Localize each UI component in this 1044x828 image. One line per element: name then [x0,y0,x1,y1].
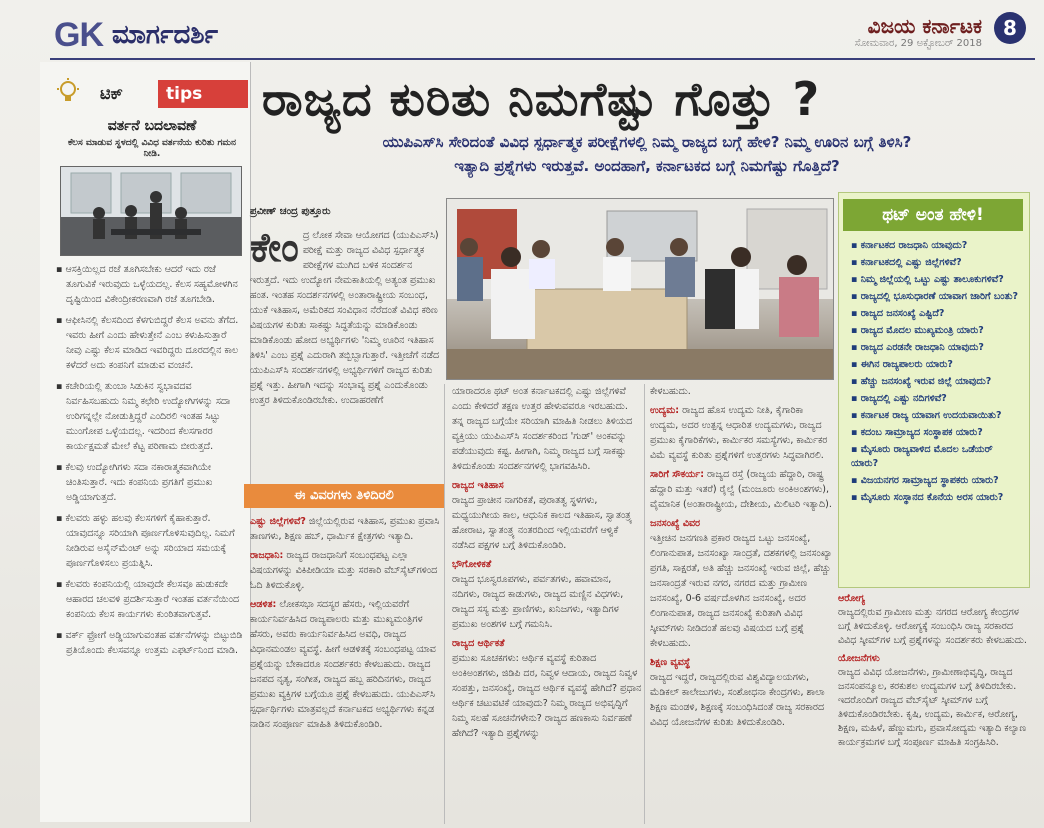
list-item: ಯೋಜನೆಗಳು ರಾಜ್ಯದ ವಿವಿಧ ಯೋಜನೆಗಳು, ಗ್ರಾಮೀಣಾಭಿವೃದ್ಧಿ, ರಾಜ್ಯದ ಜನಸಂಪನ್ಮೂಲ, ಕರಕುಶಲ ಉದ್ಯಮಗಳ ಬಗ್ಗೆ ತಿಳಿದಿರಬೇಕು. ಇದರೊಂದಿಗೆ ರಾಜ್ಯದ ವೆಬ್‌ಸೈಟ್ ಸ್ಕೀಮ್‌ಗಳ ಬಗ್ಗೆ ತಿಳಿದುಕೊಂಡಿರಬೇಕು. ಕೃಷಿ, ಉದ್ಯಮ, ಕಾರ್ಮಿಕ, ಆರೋಗ್ಯ, ಶಿಕ್ಷಣ, ಮಹಿಳೆ, ಹೆಣ್ಣುಮಗು, ಪ್ರವಾಸೋದ್ಯಮ ಇತ್ಯಾದಿ ಕಲ್ಯಾಣ ಕಾರ್ಯಕ್ರಮಗಳ ಬಗ್ಗೆ ಸಂಪೂರ್ಣ ಮಾಹಿತಿ ಸಂಗ್ರಹಿಸಿರಿ. [838,653,1027,748]
list-item: ▪ ಮೈಸೂರು ಸಂಸ್ಥಾನದ ಕೊನೆಯ ಅರಸ ಯಾರು? [851,492,1004,503]
paragraph: ಕೇಳಬಹುದು. [650,386,691,397]
list-item: ▪ ಕದಂಬ ಸಾಮ್ರಾಜ್ಯದ ಸಂಸ್ಥಾಪಕ ಯಾರು? [851,427,983,438]
list-item: ▪ ಈಗಿನ ರಾಜ್ಯಪಾಲರು ಯಾರು? [851,359,953,370]
info-box-title: ಈ ವಿವರಗಳು ತಿಳಿದಿರಲಿ [244,484,444,508]
list-item: ▪ ರಾಜ್ಯದ ಎರಡನೇ ರಾಜಧಾನಿ ಯಾವುದು? [851,342,984,353]
issue-date: ಸೋಮವಾರ, 29 ಅಕ್ಟೋಬರ್ 2018 [854,38,982,49]
list-item: ▪ ಕರ್ನಾಟಕದಲ್ಲಿ ಎಷ್ಟು ಜಿಲ್ಲೆಗಳಿವೆ? [851,257,962,268]
column-divider [444,384,445,824]
list-item: ರಾಜಧಾನಿ: ರಾಜ್ಯದ ರಾಜಧಾನಿಗೆ ಸಂಬಂಧಪಟ್ಟ ಎಲ್ಲಾ ವಿಷಯಗಳನ್ನು ವಿಕಿಪೀಡಿಯಾ ಮತ್ತು ಸರಕಾರಿ ವೆಬ್‌ಸೈಟ್‌ಗಳಿಂದ ಓದಿ ತಿಳಿದುಕೊಳ್ಳಿ. [250,550,438,591]
lightbulb-icon [56,78,80,112]
tips-list [56,262,244,664]
tips-column [40,62,251,822]
list-item: ಆರೋಗ್ಯ ರಾಜ್ಯದಲ್ಲಿರುವ ಗ್ರಾಮೀಣ ಮತ್ತು ನಗರದ ಆರೋಗ್ಯ ಕೇಂದ್ರಗಳ ಬಗ್ಗೆ ತಿಳಿದುಕೊಳ್ಳಿ. ಆರೋಗ್ಯಕ್ಕೆ ಸಂಬಂಧಿಸಿ ರಾಜ್ಯ ಸರಕಾರದ ವಿವಿಧ ಸ್ಕೀಮ್‌ಗಳ ಬಗ್ಗೆ ಪ್ರಶ್ನೆಗಳನ್ನು ಸಂದರ್ಶಕರು ಕೇಳಬಹುದು. [838,593,1027,646]
column-divider [644,384,645,824]
tips-banner [48,76,248,110]
quiz-box [838,192,1030,588]
tips-subtitle: ಕೆಲಸ ಮಾಡುವ ಸ್ಥಳದಲ್ಲಿ ವಿವಿಧ ವರ್ತನೆಯ ಕುರಿತು ಗಮನ ನೀಡಿ. [68,138,236,159]
list-item: ಜನಸಂಖ್ಯೆ ವಿವರ ಇತ್ತೀಚಿನ ಜನಗಣತಿ ಪ್ರಕಾರ ರಾಜ್ಯದ ಒಟ್ಟು ಜನಸಂಖ್ಯೆ, ಲಿಂಗಾನುಪಾತ, ಜನಸಂಖ್ಯಾ ಸಾಂದ್ರತೆ, ದಶಕಗಳಲ್ಲಿ ಜನಸಂಖ್ಯಾ ಪ್ರಗತಿ, ಸಾಕ್ಷರತೆ, ಅತಿ ಹೆಚ್ಚು ಜನಸಂಖ್ಯೆ ಇರುವ ಜಿಲ್ಲೆ, ಹೆಚ್ಚು ಜನಸಾಂದ್ರತೆ ಇರುವ ನಗರ, ನಗರದ ಮತ್ತು ಗ್ರಾಮೀಣ ಜನಸಂಖ್ಯೆ, 0-6 ವರ್ಷದೊಳಗಿನ ಜನಸಂಖ್ಯೆ, ಅದರ ಲಿಂಗಾನುಪಾತ, ರಾಜ್ಯದ ಜನಸಂಖ್ಯೆ ಕುರಿತಾಗಿ ವಿವಿಧ ಸ್ಕೀಮ್‌ಗಳು ನೀಡಿದಂತೆ ಹಲವು ವಿಷಯದ ಬಗ್ಗೆ ಪ್ರಶ್ನೆ ಕೇಳಬಹುದು. [650,518,833,649]
info-list [250,514,440,820]
article-lead [250,228,440,478]
side-column [838,592,1028,822]
page-header [30,8,1030,58]
list-item: ▪ ವರ್ಕ್ ಫ್ರೋಗೆ ಅಡ್ಡಿಯಾಗುವಂತಹ ವರ್ತನೆಗಳನ್ನು ಬಿಟ್ಟುಬಿಡಿ ಪ್ರತಿಯೊಂದು ಕೆಲಸವನ್ನೂ ಉತ್ತಮ ಎಫರ್ಟ್‌ನಿಂದ ಮಾಡಿ. [56,630,243,656]
list-item: ರಾಜ್ಯದ ಇತಿಹಾಸ ರಾಜ್ಯದ ಪ್ರಾಚೀನ ನಾಗರಿಕತೆ, ಪುರಾತತ್ವ ಸ್ಥಳಗಳು, ಮಧ್ಯಯುಗೀಯ ಕಾಲ, ಆಧುನಿಕ ಕಾಲದ ಇತಿಹಾಸ, ಸ್ವಾತಂತ್ರ್ಯ ಹೋರಾಟ, ಸ್ವಾತಂತ್ರ್ಯ ನಂತರದಿಂದ ಇಲ್ಲಿಯವರೆಗೆ ಆಳ್ವಿಕೆ ನಡೆಸಿದ ಪಕ್ಷಗಳ ಬಗ್ಗೆ ತಿಳಿದುಕೊಂಡಿರಿ. [452,480,633,551]
list-item: ▪ ರಾಜ್ಯದಲ್ಲಿ ಭೂಸುಧಾರಣೆ ಯಾವಾಗ ಜಾರಿಗೆ ಬಂತು? [851,291,1019,302]
list-item: ಭೌಗೋಳಿಕತೆ ರಾಜ್ಯದ ಭೂಸ್ವರೂಪಗಳು, ಪರ್ವತಗಳು, ಹವಾಮಾನ, ನದಿಗಳು, ರಾಜ್ಯದ ಕಾಡುಗಳು, ರಾಜ್ಯದ ಮಣ್ಣಿನ ವಿಧಗಳು, ರಾಜ್ಯದ ಸಸ್ಯ ಮತ್ತು ಪ್ರಾಣಿಗಳು, ಖನಿಜಗಳು, ಇತ್ಯಾದಿಗಳ ಪ್ರಮುಖ ಅಂಶಗಳ ಬಗ್ಗೆ ಗಮನಿಸಿ. [452,559,624,630]
list-item: ▪ ವಿಜಯನಗರ ಸಾಮ್ರಾಜ್ಯದ ಸ್ಥಾಪಕರು ಯಾರು? [851,475,999,486]
list-item: ಉದ್ಯಮ: ರಾಜ್ಯದ ಹೊಸ ಉದ್ಯಮ ನೀತಿ, ಕೈಗಾರಿಕಾ ಉದ್ಯಮ, ಅದರ ಉತ್ಪನ್ನ ಆಧಾರಿತ ಉದ್ಯಮಗಳು, ರಾಜ್ಯದ ಪ್ರಮುಖ ಕೈಗಾರಿಕೆಗಳು, ಕಾರ್ಮಿಕರ ಸಮಸ್ಯೆಗಳು, ಕಾರ್ಮಿಕರ ವಿಮೆ ವ್ಯವಸ್ಥೆ ಕುರಿತು ಪ್ರಶ್ನೆಗಳಿಗೆ ಉತ್ತರಗಳು ಸಿದ್ಧವಾಗಿರಲಿ. [650,405,828,461]
meeting-photo [446,198,834,380]
list-item: ▪ ಕೆಲವರು ಕಂಪನಿಯಲ್ಲಿ ಯಾವುದೇ ಕೆಲಸವೂ ಹುಡುಕದೇ ಆಹಾರದ ಚಲವಳಿ ಪ್ರದರ್ಶಿಸುತ್ತಾರೆ ಇಂತಹ ವರ್ತನೆಯಿಂದ ಕಂಪನಿಯ ಕೆಲಸ ಕಾರ್ಯಗಳು ಕುಂಠಿತವಾಗುತ್ತವೆ. [56,579,240,620]
list-item: ಸಾರಿಗೆ ಸೌಕರ್ಯ: ರಾಜ್ಯದ ರಸ್ತೆ (ರಾಜ್ಯಯ ಹೆದ್ದಾರಿ, ರಾಷ್ಟ್ರ ಹೆದ್ದಾರಿ ಮತ್ತು ಇತರೆ) ರೈಲ್ವೆ (ಮಂಜೂರು ಅಂಕಿಅಂಶಗಳು), ವೈಮಾನಿಕ (ಅಂತಾರಾಷ್ಟ್ರೀಯ, ದೇಶೀಯ, ಮಿಲಿಟರಿ ಇತ್ಯಾದಿ). [650,469,832,510]
tips-label: ಟಿಕ್ [100,84,123,103]
tips-tag: tips [158,80,248,108]
list-item: ▪ ಮೈಸೂರು ರಾಜ್ಯವಾಳಿದ ಮೊದಲ ಒಡೆಯರ್ ಯಾರು? [851,444,993,469]
list-item: ▪ ರಾಜ್ಯದಲ್ಲಿ ಎಷ್ಟು ನದಿಗಳಿವೆ? [851,393,947,404]
list-item: ಆಡಳಿತ: ಲೋಕಸಭಾ ಸದಸ್ಯರ ಹೆಸರು, ಇಲ್ಲಿಯವರೆಗೆ ಕಾರ್ಯನಿರ್ವಹಿಸಿದ ರಾಜ್ಯಪಾಲರು ಮತ್ತು ಮುಖ್ಯಮಂತ್ರಿಗಳ ಹೆಸರು, ಅವರು ಕಾರ್ಯನಿರ್ವಹಿಸಿದ ಅವಧಿ, ರಾಜ್ಯದ ವಿಧಾನಮಂಡಲ ವ್ಯವಸ್ಥೆ. ಹೀಗೆ ಆಡಳಿತಕ್ಕೆ ಸಂಬಂಧಪಟ್ಟ ಯಾವ ಪ್ರಶ್ನೆಯನ್ನು ಬೇಕಾದರೂ ಸಂದರ್ಶಕರು ಕೇಳಬಹುದು. ರಾಜ್ಯದ ಜನಪದ ನೃತ್ಯ, ಸಂಗೀತ, ರಾಜ್ಯದ ಹಬ್ಬ ಹರಿದಿನಗಳು, ರಾಜ್ಯದ ಪ್ರಮುಖ ವ್ಯಕ್ತಿಗಳ ಬಗ್ಗೆಯೂ ಪ್ರಶ್ನೆ ಕೇಳಬಹುದು. ಯುಪಿಎಸ್‌ಸಿ ಸ್ಪರ್ಧಾರ್ಥಿಗಳು ಮಾತ್ರವಲ್ಲದೆ ಕರ್ನಾಟಕದ ಅಭ್ಯರ್ಥಿಗಳು ಕನ್ನಡ ನಾಡಿನ ಸಂಪೂರ್ಣ ಮಾಹಿತಿ ತಿಳಿದುಕೊಂಡಿರಿ. [250,599,436,730]
list-item: ▪ ರಾಜ್ಯದ ಮೊದಲ ಮುಖ್ಯಮಂತ್ರಿ ಯಾರು? [851,325,984,336]
list-item: ▪ ಆಫೀಸಿನಲ್ಲಿ ಕೆಲಸದಿಂದ ಕೆಳಗುಬಿದ್ದರೆ ಕೆಲಸ ಅವನು ತೆಗೆದ. ಇವರು ಹೀಗೆ ಎಂದು ಹೇಳುತ್ತೇನೆ ಎಂಬ ಕಳುಹಿಸುತ್ತಾರೆ ನೀವು ಎಷ್ಟು ಕೆಲಸ ಮಾಡಿದ ಇವರಿದ್ದರು ದೂರದಲ್ಲಿನ ಕಾಲ ಕಳೆದರೆ ಅದು ಕಂಪನಿಗೆ ಮಾಡುವ ವಂಚನೆ. [56,315,239,371]
list-item: ಶಿಕ್ಷಣ ವ್ಯವಸ್ಥೆ ರಾಜ್ಯದ ಇದ್ದರೆ, ರಾಜ್ಯದಲ್ಲಿರುವ ವಿಶ್ವವಿದ್ಯಾಲಯಗಳು, ಮೆಡಿಕಲ್ ಕಾಲೇಜುಗಳು, ಸಂಶೋಧನಾ ಕೇಂದ್ರಗಳು, ಶಾಲಾ ಶಿಕ್ಷಣ ಮಂಡಳಿ, ಶಿಕ್ಷಣಕ್ಕೆ ಸಂಬಂಧಿಸಿದಂತೆ ರಾಜ್ಯ ಸರಕಾರದ ವಿವಿಧ ಯೋಜನೆಗಳ ಕುರಿತು ತಿಳಿದುಕೊಂಡಿರಿ. [650,657,825,728]
list-item: ▪ ರಾಜ್ಯದ ಜನಸಂಖ್ಯೆ ಎಷ್ಟಿದೆ? [851,308,945,319]
deck-line: ಯುಪಿಎಸ್‌ಸಿ ಸೇರಿದಂತೆ ವಿವಿಧ ಸ್ಪರ್ಧಾತ್ಮಕ ಪರೀಕ್ಷೆಗಳಲ್ಲಿ ನಿಮ್ಮ ರಾಜ್ಯದ ಬಗ್ಗೆ ಹೇಳಿ? ನಿಮ್ಮ ಊರಿನ ಬಗ್ಗೆ ತಿಳಿಸಿ? [382,133,912,151]
quiz-list [851,239,1021,508]
newspaper-brand: ವಿಜಯ ಕರ್ನಾಟಕ [867,14,982,38]
list-item: ▪ ಆಸಕ್ತಿಯಿಲ್ಲದ ರಜೆ ತೂಗಿಸಬೇಕು ಆದರೆ ಇದು ರಜೆ ತೂಗುವಿಕೆ ಇರುವುದು ಒಳ್ಳೆಯದಲ್ಲ. ಕೆಲಸ ಸಹ್ಯಮೋಳಗಿನ ದೃಷ್ಟಿಯಿಂದ ವಿಕೇಂದ್ರೀಕರಣವಾಗಿ ರಜೆ ತೂಗಬೇಡಿ. [56,264,238,305]
paragraph: ಯಾರಾದರೂ ಥಟ್ ಅಂತ ಕರ್ನಾಟಕದಲ್ಲಿ ಎಷ್ಟು ಜಿಲ್ಲೆಗಳಿವೆ ಎಂದು ಕೇಳಿದರೆ ತಕ್ಷಣ ಉತ್ತರ ಹೇಳುವವರೂ ಇರಬಹುದು. ತನ್ನ ರಾಜ್ಯದ ಬಗ್ಗೆಯೇ ಸರಿಯಾಗಿ ಮಾಹಿತಿ ನೀಡಲು ತಿಳಿಯದ ವ್ಯಕ್ತಿಯು ಯುಪಿಎಸ್‌ಸಿ ಸಂದರ್ಶಕರಿಂದ 'ಗುಡ್' ಅಂಕವನ್ನು ಪಡೆಯುವುದು ಕಷ್ಟ. ಹೀಗಾಗಿ, ನಿಮ್ಮ ರಾಜ್ಯದ ಬಗ್ಗೆ ಸಾಕಷ್ಟು ತಿಳಿದುಕೊಂಡು ಸಂದರ್ಶನಗಳಲ್ಲಿ ಭಾಗವಹಿಸಿರಿ. [452,386,633,472]
deck [262,130,1032,178]
section-title: ಮಾರ್ಗದರ್ಶಿ [112,20,218,50]
list-item: ▪ ಕೆಲವರು ಹಳ್ಳು ಹಲವು ಕೆಲಸಗಳಿಗೆ ಕೈಹಾಕುತ್ತಾರೆ. ಯಾವುದನ್ನೂ ಸರಿಯಾಗಿ ಪೂರ್ಣಗೊಳಿಸುವುದಿಲ್ಲ. ನಿಮಗೆ ನೀಡಿರುವ ಅಸೈನ್‌ಮೆಂಟ್ ಅನ್ನು ಸರಿಯಾದ ಸಮಯಕ್ಕೆ ಪೂರ್ಣಗೊಳಿಸಲು ಪ್ರಯತ್ನಿಸಿ. [56,513,235,569]
list-item: ▪ ಕರ್ನಾಟಕದ ರಾಜಧಾನಿ ಯಾವುದು? [851,240,968,251]
list-item: ▪ ಹೆಚ್ಚು ಜನಸಂಖ್ಯೆ ಇರುವ ಜಿಲ್ಲೆ ಯಾವುದು? [851,376,992,387]
article-column-4 [650,384,834,824]
page-number: 8 [994,12,1026,44]
list-item: ▪ ಕರ್ನಾಟಕ ರಾಜ್ಯ ಯಾವಾಗ ಉದಯವಾಯಿತು? [851,410,1002,421]
office-photo [60,166,242,256]
lead-text: ದ್ರ ಲೋಕ ಸೇವಾ ಆಯೋಗದ (ಯುಪಿಎಸ್‌ಸಿ) ಪರೀಕ್ಷೆ ಮತ್ತು ರಾಜ್ಯದ ವಿವಿಧ ಸ್ಪರ್ಧಾತ್ಮಕ ಪರೀಕ್ಷೆಗಳ ಮುಗಿದ ಬಳಿಕ ಸಂದರ್ಶನ ಇರುತ್ತದೆ. ಇದು ಉದ್ಯೋಗ ನೇಮಕಾತಿಯಲ್ಲಿ ಅತ್ಯಂತ ಪ್ರಮುಖ ಹಂತ. ಇಂತಹ ಸಂದರ್ಶನಗಳಲ್ಲಿ ಅಂತಾರಾಷ್ಟ್ರೀಯ ಸಂಬಂಧ, ಯುಕೆ ಇತಿಹಾಸ, ಅಮೆರಿಕದ ಸಂವಿಧಾನ ನೆರೆದಂತೆ ವಿವಿಧ ಕಠಿಣ ವಿಷಯಗಳ ಕುರಿತು ಸಾಕಷ್ಟು ಸಿದ್ಧತೆಯನ್ನು ಮಾಡಿಕೊಂಡು ಮಾಡಿಕೊಂಡು ಹೋದ ಅಭ್ಯರ್ಥಿಗಳು 'ನಿಮ್ಮ ಊರಿನ ಇತಿಹಾಸ ತಿಳಿಸಿ' ಎಂಬ ಪ್ರಶ್ನೆ ಎದುರಾಗಿ ತಬ್ಬಿಬ್ಬಾಗುತ್ತಾರೆ. ಇತ್ತೀಚೆಗೆ ನಡೆದ ಯುಪಿಎಸ್‌ಸಿ ಸಂದರ್ಶನಗಳಲ್ಲಿ ಅಭ್ಯರ್ಥಿಗಳಿಗೆ ರಾಜ್ಯದ ಕುರಿತು ಪ್ರಶ್ನೆ ಇತ್ತು. ಹೀಗಾಗಿ ಇದನ್ನು ಸಂಭಾವ್ಯ ಪ್ರಶ್ನೆ ಎಂದುಕೊಂಡು ಉತ್ತರ ತಿಳಿದುಕೊಂಡಿರಬೇಕು. ಉದಾಹರಣೆಗೆ [250,230,440,406]
list-item: ▪ ನಿಮ್ಮ ಜಿಲ್ಲೆಯಲ್ಲಿ ಒಟ್ಟು ಎಷ್ಟು ತಾಲೂಕುಗಳಿವೆ? [851,274,1004,285]
list-item: ▪ ಕಚೇರಿಯಲ್ಲಿ ತುಂಬಾ ಸಿಡುಕಿನ ಸ್ವಭಾವದವ ನಿರ್ವಹಿಸಬಹುದು ನಿಮ್ಮ ಕಛೇರಿ ಉದ್ಯೋಗಿಗಳನ್ನು ಸದಾ ಉರಿಗನ್ನಲ್ಲೇ ನೋಡುತ್ತಿದ್ದರೆ ಎಂದಿರಲಿ ಇಂತಹ ಸಿಟ್ಟು ಮುಂಗೋಪ ಒಳ್ಳೆಯದಲ್ಲ. ಇದರಿಂದ ಕೆಲಸಗಾರರ ಕಾರ್ಯಕ್ಷಮತೆ ಮೇಲೆ ಕೆಟ್ಟ ಪರಿಣಾಮ ಬೀರುತ್ತದೆ. [56,381,231,452]
byline: ಪ್ರವೀಣ್ ಚಂದ್ರ ಪುತ್ತೂರು [250,206,331,217]
article-column-3 [452,384,642,824]
list-item: ಎಷ್ಟು ಜಿಲ್ಲೆಗಳಿವೆ? ಜಿಲ್ಲೆಯಲ್ಲಿರುವ ಇತಿಹಾಸ, ಪ್ರಮುಖ ಪ್ರವಾಸಿ ತಾಣಗಳು, ಶಿಕ್ಷಣ ಹಬ್, ಧಾರ್ಮಿಕ ಕ್ಷೇತ್ರಗಳು ಇತ್ಯಾದಿ. [250,516,440,542]
dropcap: ಕೇಂ [250,228,299,271]
list-item: ▪ ಕೆಲವು ಉದ್ಯೋಗಿಗಳು ಸದಾ ನಕಾರಾತ್ಮಕವಾಗಿಯೇ ಚಿಂತಿಸುತ್ತಾರೆ. ಇದು ಕಂಪನಿಯ ಪ್ರಗತಿಗೆ ಪ್ರಮುಖ ಅಡ್ಡಿಯಾಗುತ್ತದೆ. [56,462,213,503]
header-rule [50,58,1035,60]
gk-logo: GK [54,16,103,54]
headline: ರಾಜ್ಯದ ಕುರಿತು ನಿಮಗೆಷ್ಟು ಗೊತ್ತು ? [262,72,821,126]
deck-line: ಇತ್ಯಾದಿ ಪ್ರಶ್ನೆಗಳು ಇರುತ್ತವೆ. ಅಂದಹಾಗೆ, ಕರ್ನಾಟಕದ ಬಗ್ಗೆ ನಿಮಗೆಷ್ಟು ಗೊತ್ತಿದೆ? [454,157,840,175]
quiz-title: ಥಟ್ ಅಂತ ಹೇಳಿ! [843,199,1023,231]
tips-title: ವರ್ತನೆ ಬದಲಾವಣೆ [107,118,197,134]
list-item: ರಾಜ್ಯದ ಆರ್ಥಿಕತೆ ಪ್ರಮುಖ ಸೂಚಕಗಳು: ಆರ್ಥಿಕ ವ್ಯವಸ್ಥೆ ಕುರಿತಾದ ಅಂಕಿಅಂಶಗಳು, ಜಿಡಿಪಿ ದರ, ನಿವ್ವಳ ಆದಾಯ, ರಾಜ್ಯದ ನಿವ್ವಳ ಸಂಪತ್ತು, ಜನಸಂಖ್ಯೆ, ರಾಜ್ಯದ ಆರ್ಥಿಕ ವ್ಯವಸ್ಥೆ ಹೇಗಿದೆ? ಪ್ರಧಾನ ಆರ್ಥಿಕ ಚಟುವಟಿಕೆ ಯಾವುದು? ನಿಮ್ಮ ರಾಜ್ಯದ ಅಭಿವೃದ್ಧಿಗೆ ನಿಮ್ಮ ಸಲಹೆ ಸೂಚನೆಗಳೇನು? ರಾಜ್ಯದ ಹಣಕಾಸು ನಿರ್ವಹಣೆ ಹೇಗಿದೆ? ಇತ್ಯಾದಿ ಪ್ರಶ್ನೆಗಳನ್ನು [452,638,642,739]
